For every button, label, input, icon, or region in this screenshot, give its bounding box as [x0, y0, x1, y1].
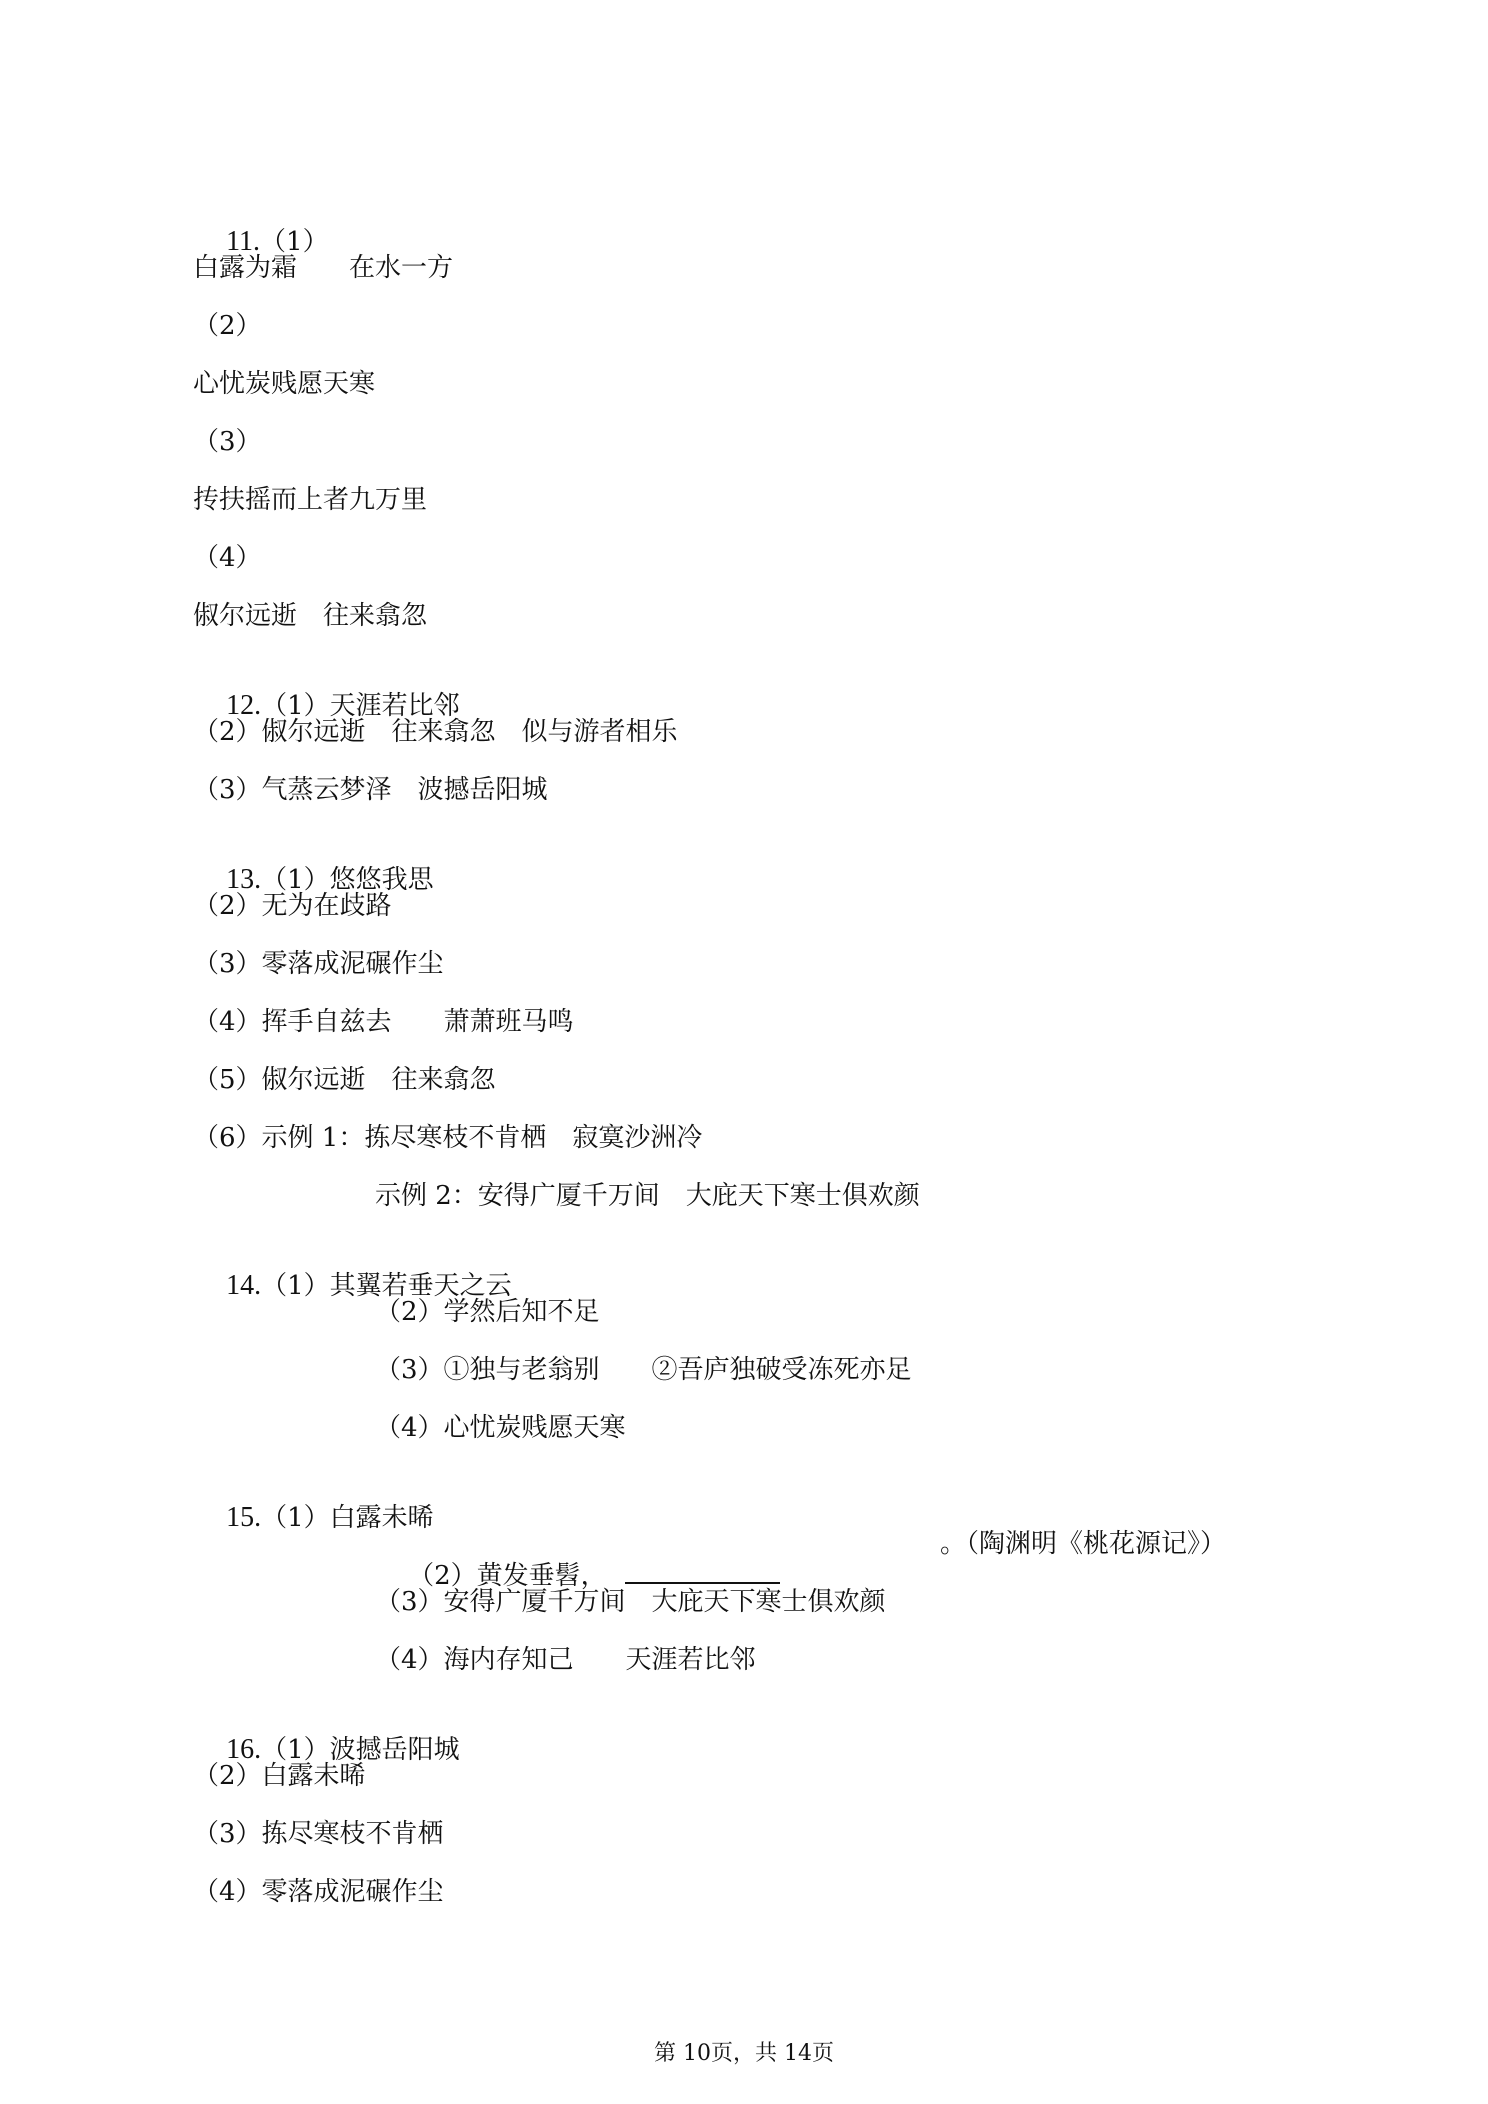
answer-line: （2） — [193, 311, 262, 341]
answer-line: 心忧炭贱愿天寒 — [193, 369, 376, 399]
fill-in-blank — [625, 1560, 780, 1584]
answer-line: （2）俶尔远逝 往来翕忽 似与游者相乐 — [193, 717, 678, 747]
answer-text: （1）波撼岳阳城 — [261, 1735, 460, 1765]
question-number: 16. — [226, 1734, 262, 1765]
answer-line: （6）示例 1：拣尽寒枝不肯栖 寂寞沙洲冷 — [193, 1123, 703, 1153]
answer-line: （5）俶尔远逝 往来翕忽 — [193, 1065, 496, 1095]
question-number: 11. — [226, 226, 261, 257]
answer-line: （3）安得广厦千万间 大庇天下寒士俱欢颜 — [375, 1587, 886, 1617]
answer-text: （1）悠悠我思 — [261, 865, 434, 895]
answer-line: （2）无为在歧路 — [193, 891, 392, 921]
answer-line: 抟扶摇而上者九万里 — [193, 485, 428, 515]
answer-line: （2）白露未晞 — [193, 1761, 366, 1791]
source-citation: 。（陶渊明《桃花源记》） — [940, 1529, 1227, 1559]
answer-line: （3）气蒸云梦泽 波撼岳阳城 — [193, 775, 548, 805]
answer-line: （3）①独与老翁别 ②吾庐独破受冻死亦足 — [375, 1355, 912, 1385]
answer-text: （1） — [260, 227, 329, 257]
answer-line: （4）挥手自兹去 萧萧班马鸣 — [193, 1007, 574, 1037]
answer-text: （1）其翼若垂天之云 — [261, 1271, 512, 1301]
answer-line: （3） — [193, 427, 262, 457]
answer-line: （4） — [193, 543, 262, 573]
answer-line: （2）学然后知不足 — [375, 1297, 600, 1327]
answer-line: （3）零落成泥碾作尘 — [193, 949, 444, 979]
question-number: 15. — [226, 1502, 262, 1533]
answer-line: 俶尔远逝 往来翕忽 — [193, 601, 428, 631]
question-number: 12. — [226, 690, 262, 721]
question-number: 13. — [226, 864, 262, 895]
question-number: 14. — [226, 1270, 262, 1301]
answer-line: 白露为霜 在水一方 — [193, 253, 454, 283]
answer-text: （1）白露未晞 — [261, 1503, 434, 1533]
answer-line: （3）拣尽寒枝不肯栖 — [193, 1819, 444, 1849]
answer-line: （4）零落成泥碾作尘 — [193, 1877, 444, 1907]
answer-line: （4）海内存知己 天涯若比邻 — [375, 1645, 756, 1675]
answer-line: （4）心忧炭贱愿天寒 — [375, 1413, 626, 1443]
answer-line: 示例 2：安得广厦千万间 大庇天下寒士俱欢颜 — [375, 1181, 920, 1211]
page-footer: 第 10页，共 14页 — [654, 2041, 834, 2066]
answer-text: （1）天涯若比邻 — [261, 691, 460, 721]
answer-text: （2）黄发垂髫， — [408, 1561, 607, 1591]
